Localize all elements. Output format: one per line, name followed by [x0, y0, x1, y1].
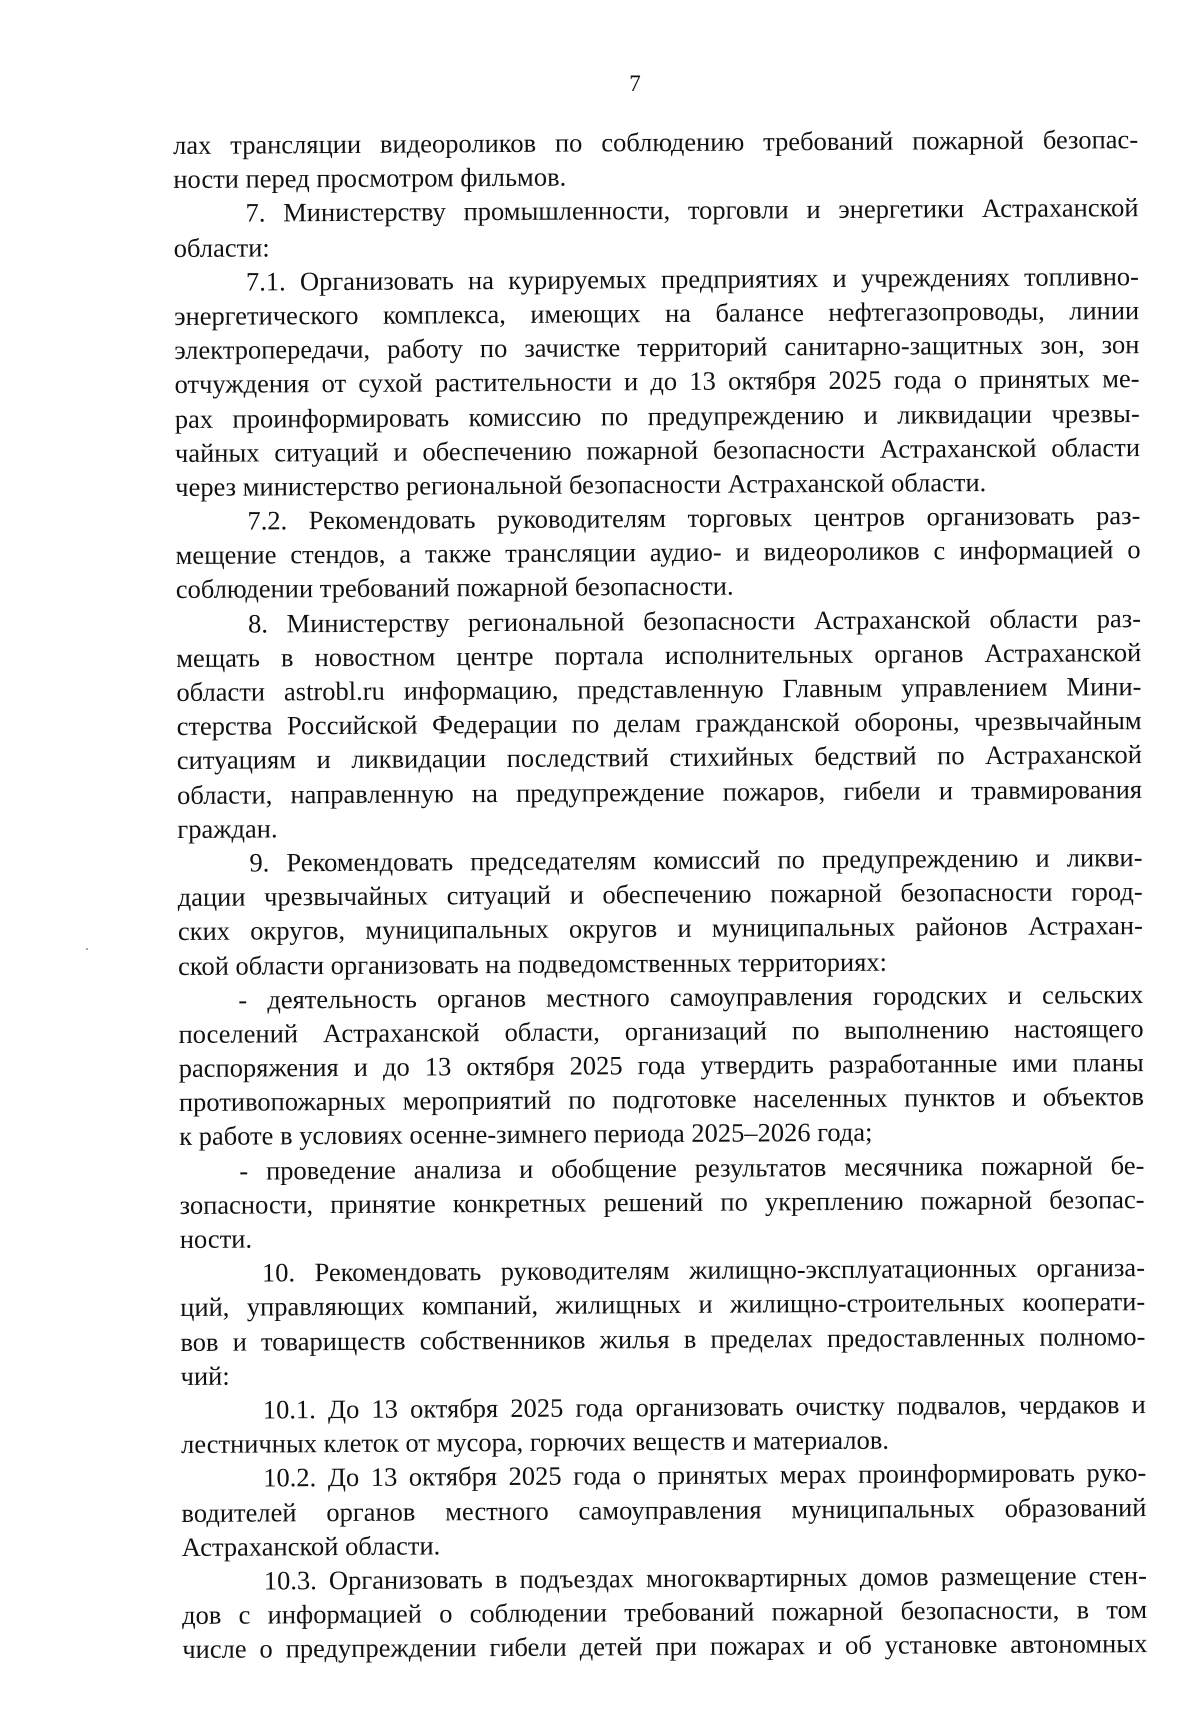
text-line: ности. — [179, 1223, 253, 1254]
bullet-item-1 — [178, 977, 1144, 1154]
paragraph-7-2 — [175, 498, 1141, 606]
scan-artifact-dot — [86, 948, 88, 950]
text-line: мещать в новостном центре портала исполнительных органов Астраханской — [176, 636, 1142, 673]
text-line: - деятельность органов местного самоуправления городских и сельских — [238, 978, 1144, 1015]
text-line: граждан. — [177, 813, 278, 844]
text-line: ских округов, муниципальных округов и муниципальных районов Астрахан- — [177, 910, 1143, 947]
text-line: ской области организовать на подведомственных территориях: — [178, 946, 888, 981]
text-line: водителей органов местного самоуправления муниципальных образований — [181, 1491, 1147, 1528]
text-line: 7.2. Рекомендовать руководителям торговых центров организовать раз- — [247, 500, 1141, 536]
page-number: 7 — [629, 71, 641, 96]
text-line: электропередачи, работу по зачистке территорий санитарно-защитных зон, зон — [174, 329, 1140, 366]
text-line: через министерство региональной безопасности Астраханской области. — [175, 466, 987, 502]
text-line: к работе в условиях осенне-зимнего периода 2025–2026 года; — [179, 1117, 873, 1152]
text-line: ситуациям и ликвидации последствий стихийных бедствий по Астраханской — [176, 739, 1142, 776]
text-line: ций, управляющих компаний, жилищных и жилищно-строительных кооперати- — [180, 1286, 1146, 1323]
text-line: области: — [173, 231, 270, 263]
text-line: отчуждения от сухой растительности и до 13 октября 2025 года о принятых ме- — [174, 363, 1140, 400]
text-line: противопожарных мероприятий по подготовке населенных пунктов и объектов — [178, 1081, 1145, 1118]
text-line: 8. Министерству региональной безопасности Астраханской области раз- — [247, 602, 1142, 639]
bullet-item-2 — [179, 1148, 1145, 1256]
text-line: ности перед просмотром фильмов. — [173, 161, 567, 195]
document-body — [173, 122, 1147, 1666]
paragraph-continuation — [173, 122, 1138, 196]
paragraph-9 — [177, 840, 1143, 983]
text-line: 10.3. Организовать в подъездах многоквартирных домов размещение стен- — [263, 1559, 1147, 1596]
paragraph-10-3 — [182, 1558, 1148, 1666]
text-line: мещение стендов, а также трансляции аудио- и видеороликов с информацией о — [175, 534, 1141, 571]
text-line: распоряжения и до 13 октября 2025 года утвердить разработанные ими планы — [178, 1047, 1144, 1084]
text-line: 7. Министерству промышленности, торговли и энергетики Астраханской — [245, 192, 1139, 228]
text-line: 7.1. Организовать на курируемых предприятиях и учреждениях топливно- — [245, 260, 1140, 297]
text-line: 10.2. До 13 октября 2025 года о принятых мерах проинформировать руко- — [263, 1457, 1147, 1493]
paragraph-10 — [180, 1250, 1146, 1393]
text-line: вов и товариществ собственников жилья в пределах предоставленных полномо- — [180, 1320, 1146, 1357]
text-line: рах проинформировать комиссию по предупреждению и ликвидации чрезвы- — [174, 397, 1140, 434]
paragraph-8 — [176, 601, 1142, 846]
text-line: стерства Российской Федерации по делам гражданской обороны, чрезвычайным — [176, 705, 1142, 742]
text-line: лах трансляции видеороликов по соблюдению требований пожарной безопас- — [173, 124, 1139, 160]
text-line: 10. Рекомендовать руководителям жилищно-эксплуатационных организа- — [261, 1252, 1146, 1288]
text-line: поселений Астраханской области, организаций по выполнению настоящего — [178, 1012, 1144, 1049]
text-line: соблюдении требований пожарной безопасности. — [175, 571, 734, 605]
text-line: области astrobl.ru информацию, представленную Главным управлением Мини- — [176, 671, 1142, 707]
text-line: зопасности, принятие конкретных решений по укреплению пожарной безопас- — [179, 1183, 1145, 1220]
paragraph-10-2 — [181, 1455, 1147, 1563]
text-line: чий: — [180, 1360, 230, 1391]
text-line: 9. Рекомендовать председателям комиссий по предупреждению и ликви- — [249, 842, 1143, 878]
text-line: лестничных клеток от мусора, горючих веществ и материалов. — [180, 1424, 890, 1460]
text-line: Астраханской области. — [181, 1530, 441, 1562]
text-line: числе о предупреждении гибели детей при пожарах и об установке автономных — [182, 1628, 1148, 1665]
text-line: энергетического комплекса, имеющих на балансе нефтегазопроводы, линии — [174, 295, 1140, 331]
text-line: 10.1. До 13 октября 2025 года организовать очистку подвалов, чердаков и — [262, 1389, 1146, 1425]
text-line: - проведение анализа и обобщение результатов месячника пожарной бе- — [239, 1149, 1145, 1186]
paragraph-7 — [173, 190, 1138, 264]
paragraph-10-1 — [181, 1387, 1146, 1461]
text-line: чайных ситуаций и обеспечению пожарной безопасности Астраханской области — [174, 431, 1141, 468]
text-line: области, направленную на предупреждение пожаров, гибели и травмирования — [176, 773, 1143, 810]
paragraph-7-1 — [174, 259, 1140, 504]
text-line: дов с информацией о соблюдении требований пожарной безопасности, в том — [181, 1594, 1148, 1631]
text-line: дации чрезвычайных ситуаций и обеспечению пожарной безопасности город- — [177, 876, 1143, 913]
